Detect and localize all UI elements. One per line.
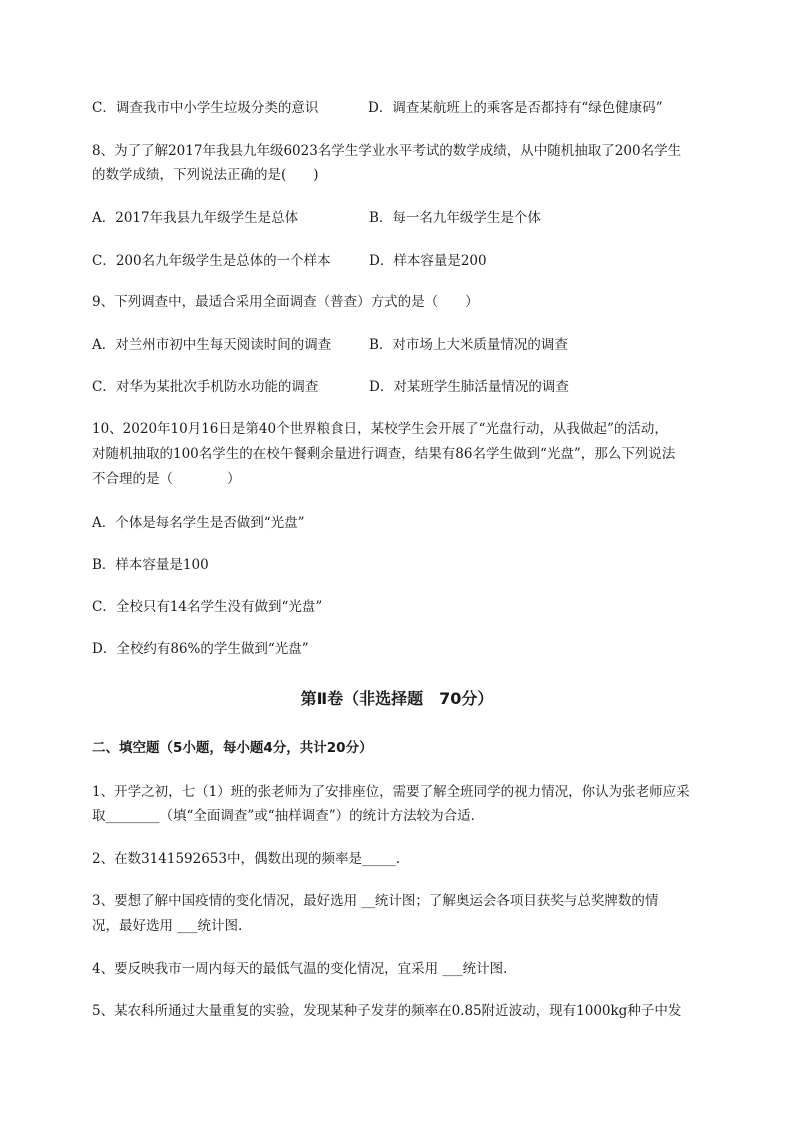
fill5-line1: 5、某农科所通过大量重复的实验，发现某种子发芽的频率在0.85附近波动，现有1000kg种子中发	[92, 1003, 682, 1019]
q8-option-c: C．200名九年级学生是总体的一个样本	[92, 253, 331, 269]
q9-option-b: B．对市场上大米质量情况的调查	[369, 337, 568, 353]
q9-option-a: A．对兰州市初中生每天阅读时间的调查	[92, 337, 332, 353]
q7-option-c: C．调查我市中小学生垃圾分类的意识	[92, 100, 319, 116]
q10-stem-line3: 不合理的是（ ）	[92, 471, 241, 487]
fill3-line2: 况，最好选用 ___统计图.	[92, 918, 243, 934]
q10-option-d: D．全校约有86%的学生做到“光盘”	[92, 641, 309, 657]
fill1-line1: 1、开学之初，七（1）班的张老师为了安排座位，需要了解全班同学的视力情况，你认为张老师应采	[92, 784, 690, 800]
fill4-line1: 4、要反映我市一周内每天的最低气温的变化情况，宜采用 ___统计图.	[92, 961, 508, 977]
section-title: 第Ⅱ卷（非选择题 70分）	[300, 689, 494, 708]
q8-option-b: B．每一名九年级学生是个体	[369, 210, 541, 226]
q10-option-c: C．全校只有14名学生没有做到“光盘”	[92, 599, 323, 615]
fill-in-heading: 二、填空题（5小题，每小题4分，共计20分）	[92, 740, 373, 756]
q9-option-d: D．对某班学生肺活量情况的调查	[369, 379, 569, 395]
q8-stem-line2: 的数学成绩，下列说法正确的是( )	[92, 167, 319, 183]
q8-stem-line1: 8、为了了解2017年我县九年级6023名学生学业水平考试的数学成绩，从中随机抽取了200名学生	[92, 143, 682, 159]
q10-option-a: A．个体是每名学生是否做到“光盘”	[92, 515, 305, 531]
q10-option-b: B．样本容量是100	[92, 557, 209, 573]
fill1-line2: 取________（填“全面调查”或“抽样调查”）的统计方法较为合适．	[92, 808, 485, 824]
q10-stem-line2: 对随机抽取的100名学生的在校午餐剩余量进行调查，结果有86名学生做到“光盘”，那么下列说法	[92, 446, 676, 462]
fill3-line1: 3、要想了解中国疫情的变化情况，最好选用 __统计图；了解奥运会各项目获奖与总奖牌数的情	[92, 893, 659, 909]
q10-stem-line1: 10、2020年10月16日是第40个世界粮食日，某校学生会开展了“光盘行动，从我做起”的活动，	[92, 421, 668, 437]
q9-option-c: C．对华为某批次手机防水功能的调查	[92, 379, 319, 395]
q7-option-d: D．调查某航班上的乘客是否都持有“绿色健康码”	[368, 100, 663, 116]
q8-option-a: A．2017年我县九年级学生是总体	[92, 210, 299, 226]
q9-stem: 9、下列调查中，最适合采用全面调查（普查）方式的是（ ）	[92, 294, 479, 310]
q8-option-d: D．样本容量是200	[369, 253, 487, 269]
fill2-line1: 2、在数3141592653中，偶数出现的频率是_____.	[92, 851, 401, 867]
